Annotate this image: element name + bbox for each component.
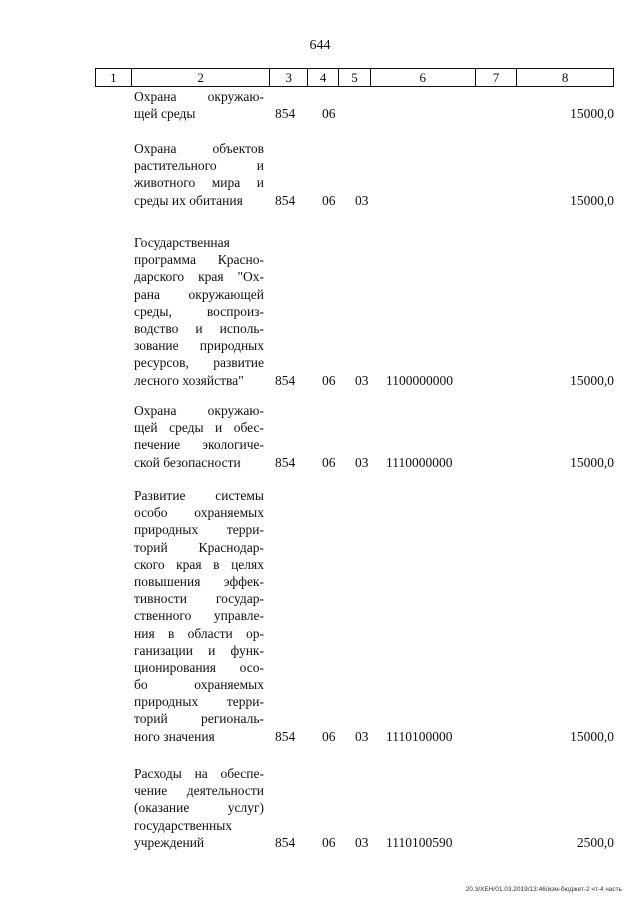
row-amount: 15000,0 [570,106,614,122]
header-col-7: 7 [476,69,518,86]
row-chapter-code: 06 [322,728,336,744]
description-line: ской безопасности [134,454,241,470]
description-line: природных терри- [134,522,264,538]
description-line: повышения эффек- [134,573,264,589]
description-line: среды, воспроиз- [134,303,264,319]
description-line: ганизации и функ- [134,642,264,658]
description-line: Охрана окружаю- [134,89,264,104]
description-line: среды их обитания [134,192,243,208]
row-section-code: 854 [275,192,296,208]
description-line: Развитие системы [134,488,264,503]
row-subsection-code: 03 [355,834,369,850]
description-line: водство и исполь- [134,320,264,336]
row-amount: 15000,0 [570,728,614,744]
row-subsection-code: 03 [355,372,369,388]
header-col-6: 6 [371,69,476,86]
description-line: рана окружающей [134,286,264,302]
footer-stamp: 20.3/ХЕН/01.03.2019/13:46/изм-бюджет-2 чт-4 часть [465,886,622,893]
row-section-code: 854 [275,728,296,744]
description-line: дарского края "Ох- [134,269,264,285]
description-line: щей среды [134,106,196,122]
row-chapter-code: 06 [322,106,336,122]
row-target-article: 1100000000 [386,372,453,388]
description-line: лесного хозяйства" [134,372,244,388]
row-section-code: 854 [275,834,296,850]
row-description [134,765,264,851]
row-subsection-code: 03 [355,192,369,208]
description-line: (оказание услуг) [134,800,264,816]
description-line: особо охраняемых [134,505,264,521]
page-number: 644 [309,38,331,53]
table-header [95,68,614,87]
description-line: торий региональ- [134,711,264,727]
description-line: ционирования осо- [134,659,264,675]
header-col-5: 5 [339,69,371,86]
description-line: Охрана объектов [134,141,264,156]
row-target-article: 1110100000 [386,728,453,744]
row-amount: 15000,0 [570,192,614,208]
row-chapter-code: 06 [322,192,336,208]
description-line: ресурсов, развитие [134,355,264,371]
row-chapter-code: 06 [322,454,336,470]
description-line: государственных [134,817,233,833]
row-description [134,88,264,122]
description-line: ния в области ор- [134,625,264,641]
description-line: природных терри- [134,694,264,710]
row-section-code: 854 [275,106,296,122]
row-description [134,402,264,471]
description-line: щей среды и обес- [134,420,264,436]
row-amount: 2500,0 [576,834,614,850]
description-line: программа Красно- [134,252,264,268]
description-line: растительного и [134,158,264,174]
description-line: зование природных [134,338,264,354]
row-target-article: 1110100590 [386,834,453,850]
header-col-2: 2 [132,69,270,86]
description-line: бо охраняемых [134,677,264,693]
row-chapter-code: 06 [322,372,336,388]
description-line: учреждений [134,834,205,850]
row-section-code: 854 [275,372,296,388]
header-col-4: 4 [308,69,339,86]
description-line: ского края в целях [134,556,264,572]
description-line: чение деятельности [134,783,264,799]
row-section-code: 854 [275,454,296,470]
header-col-3: 3 [270,69,308,86]
row-description [134,487,264,745]
row-description [134,140,264,209]
row-target-article: 1110000000 [386,454,453,470]
description-line: Государственная [134,235,230,250]
row-subsection-code: 03 [355,454,369,470]
description-line: ного значения [134,728,215,744]
row-description [134,234,264,389]
header-col-8: 8 [561,70,569,85]
description-line: Охрана окружаю- [134,403,264,418]
description-line: торий Краснодар- [134,539,264,555]
description-line: Расходы на обеспе- [134,766,264,781]
row-chapter-code: 06 [322,834,336,850]
row-subsection-code: 03 [355,728,369,744]
description-line: тивности государ- [134,591,264,607]
description-line: ственного управле- [134,608,264,624]
description-line: печение экологиче- [134,437,264,453]
row-amount: 15000,0 [570,454,614,470]
description-line: животного мира и [134,175,264,191]
row-amount: 15000,0 [570,372,614,388]
header-col-1: 1 [96,69,132,86]
